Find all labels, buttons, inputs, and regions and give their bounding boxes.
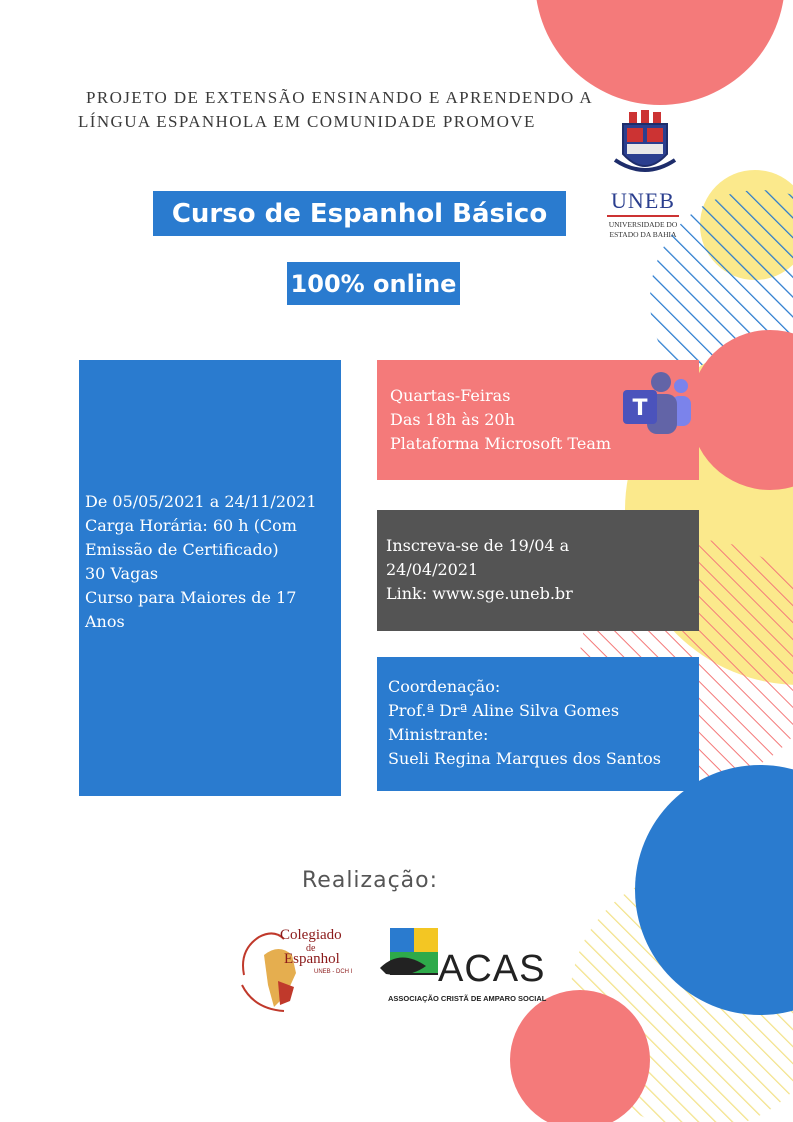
colegiado-text-3: Espanhol	[284, 951, 340, 967]
instructor-name: Sueli Regina Marques dos Santos	[388, 749, 661, 768]
schedule-day: Quartas-Feiras	[390, 386, 511, 405]
uneb-logo	[603, 110, 683, 260]
header-line-1: PROJETO DE EXTENSÃO ENSINANDO E APRENDENDO A	[86, 88, 594, 107]
uneb-name: UNEB	[611, 188, 675, 213]
acas-name: ACAS	[438, 948, 546, 990]
microsoft-teams-icon	[621, 370, 691, 438]
course-certificate: Emissão de Certificado)	[85, 540, 279, 559]
registration-card	[377, 510, 699, 631]
course-age-line-1: Curso para Maiores de 17	[85, 588, 297, 607]
registration-period-2: 24/04/2021	[386, 560, 479, 579]
course-age-line-2: Anos	[85, 612, 125, 631]
instructor-label: Ministrante:	[388, 725, 489, 744]
course-info-card	[79, 360, 341, 796]
teams-letter: T	[632, 396, 648, 421]
online-badge: 100% online	[287, 262, 460, 305]
university-crest-icon	[609, 110, 681, 182]
uneb-subtitle-1: UNIVERSIDADE DO	[608, 220, 678, 229]
coordination-card	[377, 657, 699, 791]
course-dates: De 05/05/2021 a 24/11/2021	[85, 492, 317, 511]
coordinator-name: Prof.ª Drª Aline Silva Gomes	[388, 701, 620, 720]
coordination-label: Coordenação:	[388, 677, 501, 696]
schedule-time: Das 18h às 20h	[390, 410, 515, 429]
acas-subtitle: ASSOCIAÇÃO CRISTÃ DE AMPARO SOCIAL	[388, 994, 547, 1003]
registration-period-1: Inscreva-se de 19/04 a	[386, 536, 570, 555]
registration-link[interactable]: Link: www.sge.uneb.br	[386, 584, 573, 603]
colegiado-text-4: UNEB - DCH I	[314, 969, 353, 975]
header-line-2: LÍNGUA ESPANHOLA EM COMUNIDADE PROMOVE	[78, 112, 536, 131]
schedule-platform: Plataforma Microsoft Team	[390, 434, 612, 453]
course-hours: Carga Horária: 60 h (Com	[85, 516, 297, 535]
acas-logo-icon	[380, 928, 440, 996]
colegiado-logo	[234, 925, 364, 1015]
uneb-subtitle-2: ESTADO DA BAHIA	[609, 230, 677, 239]
course-vacancies: 30 Vagas	[85, 564, 159, 583]
realizacao-label: Realização:	[302, 868, 439, 893]
colegiado-text-2: de	[306, 943, 316, 954]
schedule-card	[377, 360, 699, 480]
acas-logo	[380, 928, 560, 1008]
uneb-divider	[607, 215, 679, 217]
course-title: Curso de Espanhol Básico	[153, 191, 566, 236]
colegiado-text-1: Colegiado	[280, 927, 342, 943]
